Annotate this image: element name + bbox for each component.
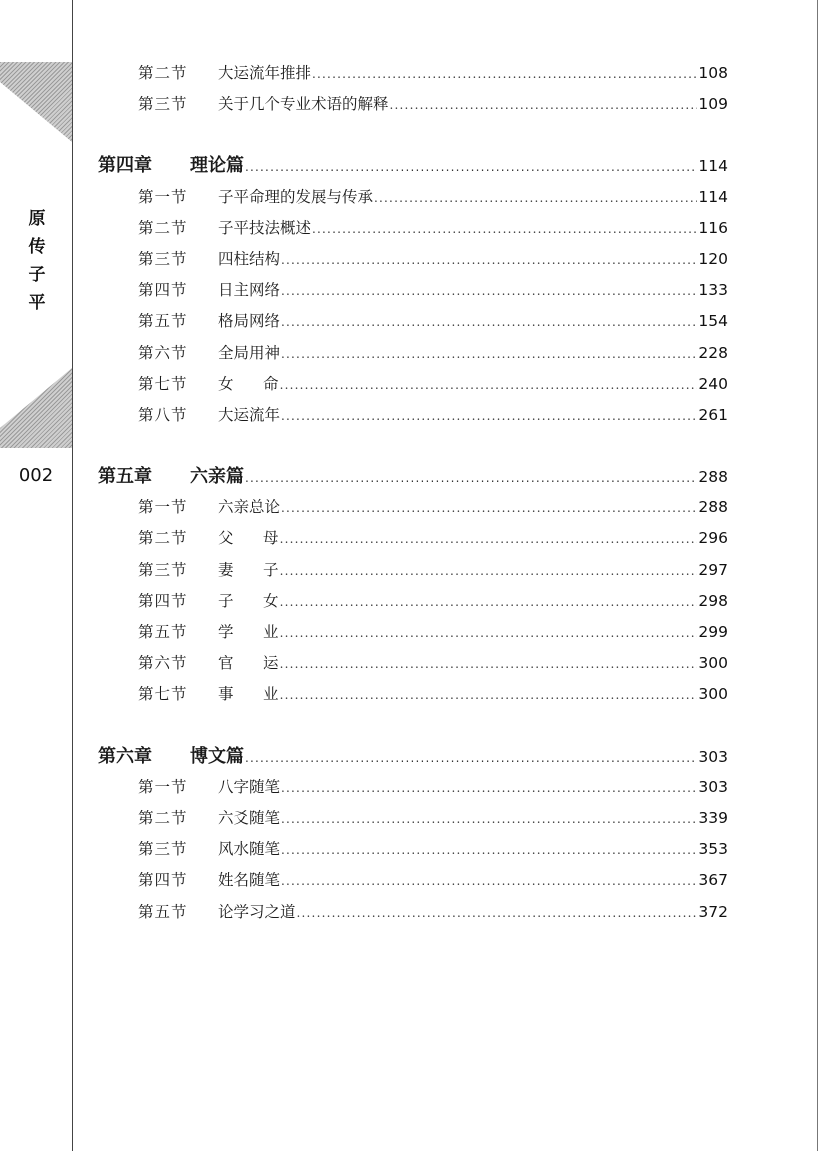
leader-dots [280, 587, 698, 618]
leader-dots [280, 618, 698, 649]
leader-dots [281, 493, 697, 524]
entry-page-number: 299 [698, 623, 728, 641]
toc-chapter-entry[interactable] [98, 461, 728, 492]
entry-number: 第四节 [138, 591, 188, 610]
entry-page-number: 296 [698, 529, 728, 548]
entry-page-number: 116 [698, 218, 728, 237]
toc-section-entry[interactable] [98, 182, 728, 213]
entry-page-number: 288 [698, 468, 728, 487]
leader-dots [297, 898, 698, 929]
toc-section-entry[interactable] [98, 586, 728, 617]
entry-number: 第五节 [138, 902, 188, 921]
entry-page-number: 114 [698, 157, 728, 176]
entry-page-number: 108 [698, 64, 728, 82]
entry-number: 第六章 [98, 745, 152, 767]
entry-number: 第六节 [138, 343, 188, 362]
chapter-continued-block [98, 58, 728, 120]
leader-dots [374, 183, 697, 214]
toc-section-entry[interactable] [98, 555, 728, 586]
entry-number: 第七节 [138, 685, 188, 704]
entry-title: 大运流年 [218, 405, 281, 424]
entry-title: 八字随笔 [218, 777, 281, 796]
entry-number: 第四节 [138, 281, 188, 300]
entry-title: 论学习之道 [218, 902, 296, 921]
book-title-char: 子 [28, 265, 46, 285]
entry-title: 四柱结构 [218, 249, 281, 268]
entry-page-number: 114 [698, 187, 728, 206]
entry-page-number: 261 [698, 405, 728, 424]
entry-number: 第三节 [138, 95, 188, 114]
leader-dots [245, 463, 697, 494]
entry-number: 第四章 [98, 155, 152, 177]
toc-section-entry[interactable] [98, 679, 728, 710]
entry-page-number: 133 [698, 281, 728, 300]
toc-section-entry[interactable] [98, 275, 728, 306]
leader-dots [245, 743, 697, 774]
leader-dots [281, 866, 697, 897]
leader-dots [281, 339, 697, 370]
leader-dots [281, 835, 697, 866]
chapter-block [98, 150, 728, 431]
entry-title: 妻 子 [218, 560, 279, 579]
entry-number: 第五章 [98, 466, 152, 488]
margin-decoration-bottom [0, 368, 72, 448]
toc-section-entry[interactable] [98, 523, 728, 554]
entry-title: 子平技法概述 [218, 218, 312, 237]
entry-page-number: 120 [698, 249, 728, 268]
entry-title: 子 女 [218, 591, 279, 610]
entry-number: 第三节 [138, 249, 188, 268]
entry-number: 第二节 [138, 218, 188, 237]
entry-title: 关于几个专业术语的解释 [218, 95, 389, 114]
toc-section-entry[interactable] [98, 648, 728, 679]
entry-title: 理论篇 [190, 155, 244, 177]
entry-number: 第五节 [138, 623, 188, 641]
leader-dots [280, 680, 698, 711]
entry-page-number: 240 [698, 374, 728, 393]
toc-chapter-entry[interactable] [98, 741, 728, 772]
entry-page-number: 303 [698, 747, 728, 766]
entry-title: 姓名随笔 [218, 871, 281, 890]
chapter-block [98, 461, 728, 711]
margin-decoration-top [0, 62, 72, 142]
leader-dots [281, 276, 697, 307]
toc-section-entry[interactable] [98, 306, 728, 337]
entry-page-number: 300 [698, 685, 728, 704]
entry-title: 官 运 [218, 654, 279, 673]
leader-dots [280, 556, 698, 587]
toc-section-entry[interactable] [98, 213, 728, 244]
margin-rule-right [817, 0, 818, 1151]
entry-page-number: 353 [698, 840, 728, 859]
toc-section-entry[interactable] [98, 834, 728, 865]
entry-number: 第七节 [138, 374, 188, 393]
entry-page-number: 288 [698, 498, 728, 517]
entry-page-number: 303 [698, 777, 728, 796]
toc-chapter-entry[interactable] [98, 150, 728, 181]
entry-title: 风水随笔 [218, 840, 281, 859]
entry-title: 六亲篇 [190, 466, 244, 488]
entry-page-number: 297 [698, 560, 728, 579]
book-title-char: 平 [28, 293, 46, 313]
margin-rule-left [72, 0, 73, 1151]
entry-title: 女 命 [218, 374, 279, 393]
entry-page-number: 300 [698, 654, 728, 673]
entry-title: 事 业 [218, 685, 279, 704]
entry-page-number: 109 [698, 95, 728, 114]
chapter-block [98, 741, 728, 928]
entry-title: 父 母 [218, 529, 279, 548]
entry-page-number: 154 [698, 312, 728, 331]
entry-number: 第八节 [138, 405, 188, 424]
toc-section-entry[interactable] [98, 58, 728, 89]
toc-section-entry[interactable] [98, 617, 728, 648]
toc-section-entry[interactable] [98, 400, 728, 431]
leader-dots [281, 307, 697, 338]
book-title-char: 原 [28, 209, 46, 229]
toc-section-entry[interactable] [98, 492, 728, 523]
entry-title: 大运流年推排 [218, 64, 312, 82]
table-of-contents [98, 58, 728, 958]
entry-title: 六爻随笔 [218, 808, 281, 827]
entry-number: 第二节 [138, 808, 188, 827]
entry-number: 第一节 [138, 187, 188, 206]
entry-number: 第二节 [138, 64, 188, 82]
entry-page-number: 372 [698, 902, 728, 921]
entry-number: 第三节 [138, 840, 188, 859]
entry-title: 子平命理的发展与传承 [218, 187, 374, 206]
entry-title: 博文篇 [190, 745, 244, 767]
leader-dots [245, 152, 697, 183]
toc-section-entry[interactable] [98, 772, 728, 803]
entry-number: 第五节 [138, 312, 188, 331]
leader-dots [281, 773, 697, 804]
book-title-vertical [22, 205, 52, 317]
toc-section-entry[interactable] [98, 865, 728, 896]
entry-number: 第一节 [138, 498, 188, 517]
entry-title: 学 业 [218, 623, 279, 641]
toc-section-entry[interactable] [98, 89, 728, 120]
toc-section-entry[interactable] [98, 803, 728, 834]
entry-number: 第六节 [138, 654, 188, 673]
leader-dots [280, 524, 698, 555]
entry-number: 第四节 [138, 871, 188, 890]
entry-title: 全局用神 [218, 343, 281, 362]
toc-section-entry[interactable] [98, 369, 728, 400]
entry-page-number: 298 [698, 591, 728, 610]
leader-dots [281, 401, 697, 432]
toc-section-entry[interactable] [98, 244, 728, 275]
toc-section-entry[interactable] [98, 897, 728, 928]
entry-number: 第二节 [138, 529, 188, 548]
book-title-char: 传 [28, 237, 46, 257]
leader-dots [312, 59, 697, 90]
entry-number: 第一节 [138, 777, 188, 796]
entry-page-number: 339 [698, 808, 728, 827]
leader-dots [312, 214, 697, 245]
toc-section-entry[interactable] [98, 338, 728, 369]
page-number: 002 [18, 465, 54, 486]
entry-title: 六亲总论 [218, 498, 281, 517]
leader-dots [390, 90, 698, 121]
leader-dots [281, 245, 697, 276]
entry-number: 第三节 [138, 560, 188, 579]
leader-dots [280, 370, 698, 401]
entry-page-number: 367 [698, 871, 728, 890]
leader-dots [280, 649, 698, 680]
entry-title: 格局网络 [218, 312, 281, 331]
entry-page-number: 228 [698, 343, 728, 362]
leader-dots [281, 804, 697, 835]
entry-title: 日主网络 [218, 281, 281, 300]
